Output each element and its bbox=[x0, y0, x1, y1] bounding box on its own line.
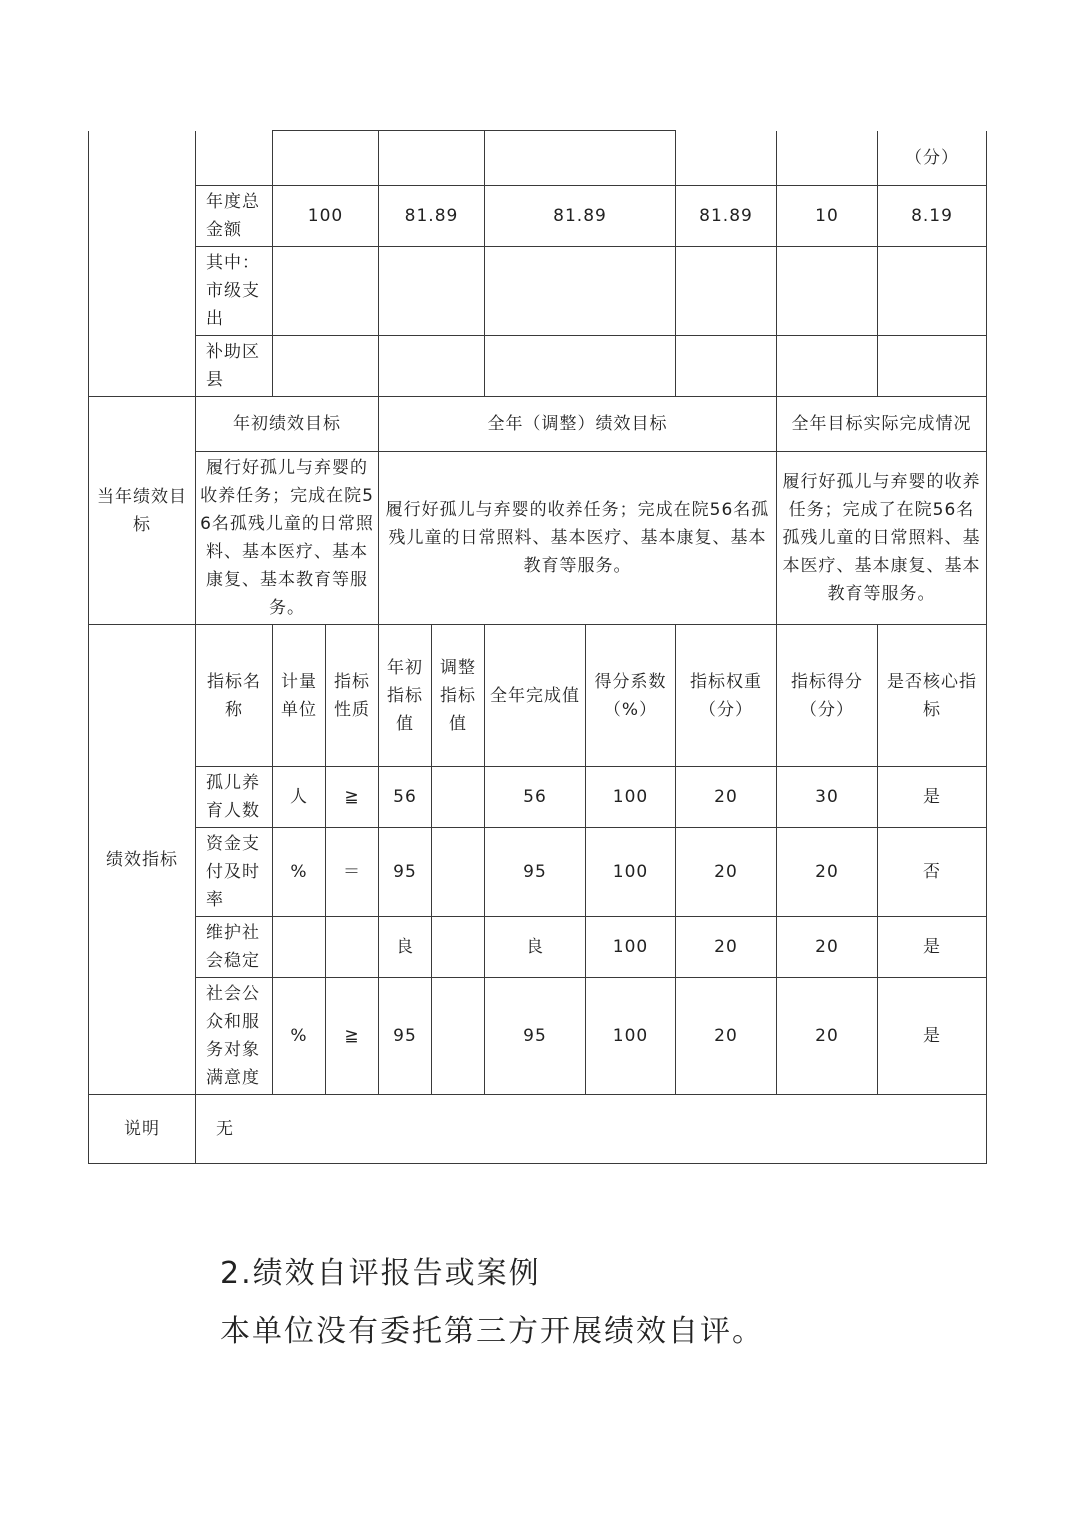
indicator-score: 20 bbox=[777, 978, 878, 1095]
blank-cell bbox=[878, 247, 987, 336]
note-label: 说明 bbox=[89, 1095, 196, 1164]
goals-initial-text: 履行好孤儿与弃婴的收养任务；完成在院56名孤残儿童的日常照料、基本医疗、基本康复、基本教育等服务。 bbox=[196, 452, 379, 625]
table-row bbox=[89, 828, 987, 917]
indicator-header: 指标得分（分） bbox=[777, 625, 878, 767]
indicator-initial: 良 bbox=[379, 917, 432, 978]
goals-adjusted-text: 履行好孤儿与弃婴的收养任务；完成在院56名孤残儿童的日常照料、基本医疗、基本康复、基本教育等服务。 bbox=[379, 452, 777, 625]
goals-actual-header: 全年目标实际完成情况 bbox=[777, 397, 987, 452]
goals-section-label: 当年绩效目标 bbox=[89, 397, 196, 625]
blank-cell bbox=[777, 247, 878, 336]
indicator-unit bbox=[273, 917, 326, 978]
indicator-header: 得分系数（%） bbox=[586, 625, 676, 767]
goals-initial-header: 年初绩效目标 bbox=[196, 397, 379, 452]
indicator-unit: % bbox=[273, 978, 326, 1095]
blank-cell bbox=[485, 247, 676, 336]
indicator-initial: 95 bbox=[379, 828, 432, 917]
indicator-nature: ＝ bbox=[326, 828, 379, 917]
indicator-name: 孤儿养育人数 bbox=[196, 767, 273, 828]
table-row bbox=[89, 397, 987, 452]
table-row bbox=[89, 917, 987, 978]
indicator-core: 是 bbox=[878, 917, 987, 978]
indicator-header: 指标名称 bbox=[196, 625, 273, 767]
indicator-header: 全年完成值 bbox=[485, 625, 586, 767]
blank-cell bbox=[196, 131, 273, 186]
table-row bbox=[89, 452, 987, 625]
indicator-nature bbox=[326, 917, 379, 978]
indicator-actual: 95 bbox=[485, 978, 586, 1095]
blank-cell bbox=[485, 131, 676, 186]
total-value-cell: 100 bbox=[273, 186, 379, 247]
indicator-adjusted bbox=[432, 828, 485, 917]
indicator-actual: 良 bbox=[485, 917, 586, 978]
indicator-weight: 20 bbox=[676, 767, 777, 828]
table-row bbox=[89, 767, 987, 828]
total-value-cell: 10 bbox=[777, 186, 878, 247]
indicator-coef: 100 bbox=[586, 828, 676, 917]
indicator-header: 年初指标值 bbox=[379, 625, 432, 767]
indicator-core: 是 bbox=[878, 767, 987, 828]
indicator-nature: ≧ bbox=[326, 767, 379, 828]
blank-cell bbox=[676, 131, 777, 186]
table-row bbox=[89, 247, 987, 336]
blank-cell bbox=[273, 247, 379, 336]
table-row bbox=[89, 186, 987, 247]
header-unit: （分） bbox=[905, 147, 959, 168]
indicator-weight: 20 bbox=[676, 978, 777, 1095]
total-value-cell: 8.19 bbox=[878, 186, 987, 247]
indicator-core: 否 bbox=[878, 828, 987, 917]
table-row bbox=[89, 336, 987, 397]
total-amount-label: 年度总金额 bbox=[196, 186, 273, 247]
indicator-core: 是 bbox=[878, 978, 987, 1095]
indicator-header: 指标性质 bbox=[326, 625, 379, 767]
table-row bbox=[89, 131, 987, 186]
indicator-adjusted bbox=[432, 917, 485, 978]
indicator-header: 指标权重（分） bbox=[676, 625, 777, 767]
indicator-name: 资金支付及时率 bbox=[196, 828, 273, 917]
indicator-actual: 56 bbox=[485, 767, 586, 828]
city-expenditure-label: 其中：市级支出 bbox=[196, 247, 273, 336]
blank-cell bbox=[676, 336, 777, 397]
table-row bbox=[89, 625, 987, 767]
goals-actual-text: 履行好孤儿与弃婴的收养任务；完成了在院56名孤残儿童的日常照料、基本医疗、基本康复、基本教育等服务。 bbox=[777, 452, 987, 625]
indicator-name: 维护社会稳定 bbox=[196, 917, 273, 978]
note-value: 无 bbox=[196, 1095, 987, 1164]
indicator-unit: % bbox=[273, 828, 326, 917]
indicator-weight: 20 bbox=[676, 828, 777, 917]
section-body: 本单位没有委托第三方开展绩效自评。 bbox=[220, 1314, 764, 1349]
indicator-name: 社会公众和服务对象满意度 bbox=[196, 978, 273, 1095]
performance-table bbox=[88, 130, 987, 1164]
indicators-section-label: 绩效指标 bbox=[89, 625, 196, 1095]
blank-cell bbox=[379, 336, 485, 397]
total-value-cell: 81.89 bbox=[379, 186, 485, 247]
indicator-initial: 95 bbox=[379, 978, 432, 1095]
indicator-coef: 100 bbox=[586, 917, 676, 978]
section-title: 2.绩效自评报告或案例 bbox=[220, 1256, 541, 1291]
indicator-unit: 人 bbox=[273, 767, 326, 828]
indicator-weight: 20 bbox=[676, 917, 777, 978]
indicator-header: 是否核心指标 bbox=[878, 625, 987, 767]
indicator-actual: 95 bbox=[485, 828, 586, 917]
blank-cell bbox=[379, 131, 485, 186]
indicator-header: 调整指标值 bbox=[432, 625, 485, 767]
table-row bbox=[89, 978, 987, 1095]
indicator-coef: 100 bbox=[586, 978, 676, 1095]
indicator-adjusted bbox=[432, 767, 485, 828]
blank-cell bbox=[273, 336, 379, 397]
indicator-nature: ≧ bbox=[326, 978, 379, 1095]
header-unit-cell bbox=[878, 131, 987, 186]
total-value-cell: 81.89 bbox=[676, 186, 777, 247]
total-value-cell: 81.89 bbox=[485, 186, 676, 247]
indicator-score: 20 bbox=[777, 917, 878, 978]
indicator-adjusted bbox=[432, 978, 485, 1095]
blank-cell bbox=[379, 247, 485, 336]
blank-cell bbox=[777, 336, 878, 397]
indicator-coef: 100 bbox=[586, 767, 676, 828]
indicator-initial: 56 bbox=[379, 767, 432, 828]
table-row bbox=[89, 1095, 987, 1164]
indicator-score: 20 bbox=[777, 828, 878, 917]
blank-cell bbox=[878, 336, 987, 397]
indicator-header: 计量单位 bbox=[273, 625, 326, 767]
blank-cell bbox=[777, 131, 878, 186]
blank-cell bbox=[89, 131, 196, 397]
subsidy-label: 补助区县 bbox=[196, 336, 273, 397]
indicator-score: 30 bbox=[777, 767, 878, 828]
blank-cell bbox=[676, 247, 777, 336]
blank-cell bbox=[273, 131, 379, 186]
goals-adjusted-header: 全年（调整）绩效目标 bbox=[379, 397, 777, 452]
blank-cell bbox=[485, 336, 676, 397]
